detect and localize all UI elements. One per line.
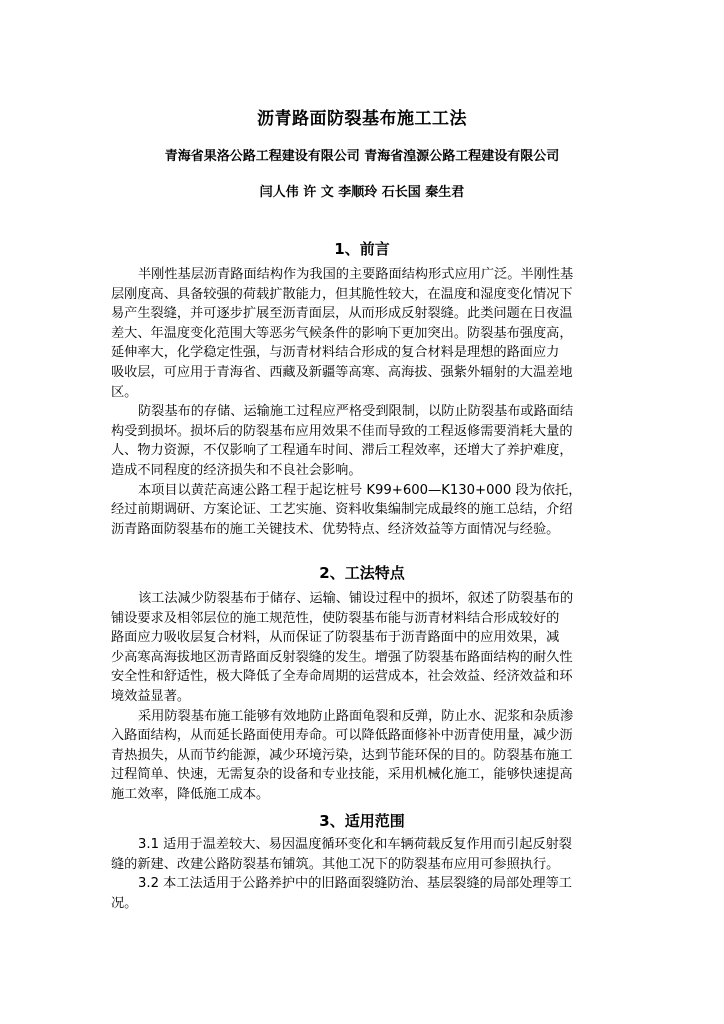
section-heading-intro: 1、前言 bbox=[334, 240, 390, 258]
paragraph-line: 少高寒高海拔地区沥青路面反射裂缝的发生。增强了防裂基布路面结构的耐久性 bbox=[111, 649, 573, 665]
paragraph-line: 人、物力资源，不仅影响了工程通车时间、滞后工程效率，还增大了养护难度， bbox=[111, 443, 573, 459]
paragraph-line: 延伸率大，化学稳定性强，与沥青材料结合形成的复合材料是理想的路面应力 bbox=[111, 345, 560, 361]
paragraph-line: 3.1 适用于温差较大、易因温度循环变化和车辆荷载反复作用而引起反射裂 bbox=[138, 837, 572, 852]
paragraph-line: 缝的新建、改建公路防裂基布铺筑。其他工况下的防裂基布应用可参照执行。 bbox=[111, 856, 560, 872]
paragraph-line: 吸收层，可应用于青海省、西藏及新疆等高寒、高海拔、强紫外辐射的大温差地 bbox=[111, 364, 573, 380]
section-heading-scope: 3、适用范围 bbox=[319, 812, 405, 830]
paragraph-line: 层刚度高、具备较强的荷载扩散能力，但其脆性较大，在温度和湿度变化情况下 bbox=[111, 286, 573, 302]
paragraph-line: 过程简单、快速，无需复杂的设备和专业技能，采用机械化施工，能够快速提高 bbox=[111, 767, 573, 783]
paragraph-line: 安全性和舒适性，极大降低了全寿命周期的运营成本，社会效益、经济效益和环 bbox=[111, 669, 573, 685]
paragraph-line: 差大、年温度变化范围大等恶劣气候条件的影响下更加突出。防裂基布强度高， bbox=[111, 325, 573, 341]
paragraph-line: 构受到损坏。损坏后的防裂基布应用效果不佳而导致的工程返修需要消耗大量的 bbox=[111, 423, 573, 439]
section-body-features bbox=[111, 589, 627, 805]
section-body-intro bbox=[111, 265, 627, 539]
paragraph-line: 防裂基布的存储、运输施工过程应严格受到限制，以防止防裂基布或路面结 bbox=[138, 404, 574, 420]
paragraph-line: 经过前期调研、方案论证、工艺实施、资料收集编制完成最终的施工总结，介绍 bbox=[111, 502, 573, 518]
paragraph-line: 本项目以黄茫高速公路工程于起讫桩号 K99+600—K130+000 段为依托， bbox=[138, 482, 582, 498]
affiliations: 青海省果洛公路工程建设有限公司 青海省湟源公路工程建设有限公司 bbox=[164, 149, 560, 164]
paragraph-line: 3.2 本工法适用于公路养护中的旧路面裂缝防治、基层裂缝的局部处理等工 bbox=[138, 876, 572, 892]
paragraph-line: 入路面结构，从而延长路面使用寿命。可以降低路面修补中沥青使用量，减少沥 bbox=[111, 728, 573, 744]
paragraph-line: 施工效率，降低施工成本。 bbox=[111, 786, 270, 802]
document-title: 沥青路面防裂基布施工工法 bbox=[257, 109, 467, 129]
paragraph-line: 青热损失，从而节约能源，减少环境污染，达到节能环保的目的。防裂基布施工 bbox=[111, 747, 573, 763]
paragraph-line: 境效益显著。 bbox=[111, 688, 191, 704]
paragraph-line: 该工法减少防裂基布于储存、运输、铺设过程中的损坏，叙述了防裂基布的 bbox=[138, 591, 574, 606]
paragraph-line: 沥青路面防裂基布的施工关键技术、优势特点、经济效益等方面情况与经验。 bbox=[111, 521, 560, 537]
paragraph-line: 路面应力吸收层复合材料，从而保证了防裂基布于沥青路面中的应用效果，减 bbox=[111, 630, 560, 646]
paragraph-line: 铺设要求及相邻层位的施工规范性，使防裂基布能与沥青材料结合形成较好的 bbox=[111, 610, 560, 626]
authors: 闫人伟 许 文 李顺玲 石长国 秦生君 bbox=[259, 185, 465, 200]
section-heading-features: 2、工法特点 bbox=[319, 564, 405, 582]
section-body-scope bbox=[111, 835, 627, 913]
paragraph-line: 易产生裂缝，并可逐步扩展至沥青面层，从而形成反射裂缝。此类问题在日夜温 bbox=[111, 306, 573, 322]
paragraph-line: 造成不同程度的经济损失和不良社会影响。 bbox=[111, 462, 362, 478]
paragraph-line: 采用防裂基布施工能够有效地防止路面龟裂和反弹，防止水、泥浆和杂质渗 bbox=[138, 708, 574, 724]
paragraph-line: 半刚性基层沥青路面结构作为我国的主要路面结构形式应用广泛。半刚性基 bbox=[138, 267, 574, 282]
paragraph-line: 区。 bbox=[111, 384, 138, 400]
paragraph-line: 况。 bbox=[111, 895, 138, 911]
